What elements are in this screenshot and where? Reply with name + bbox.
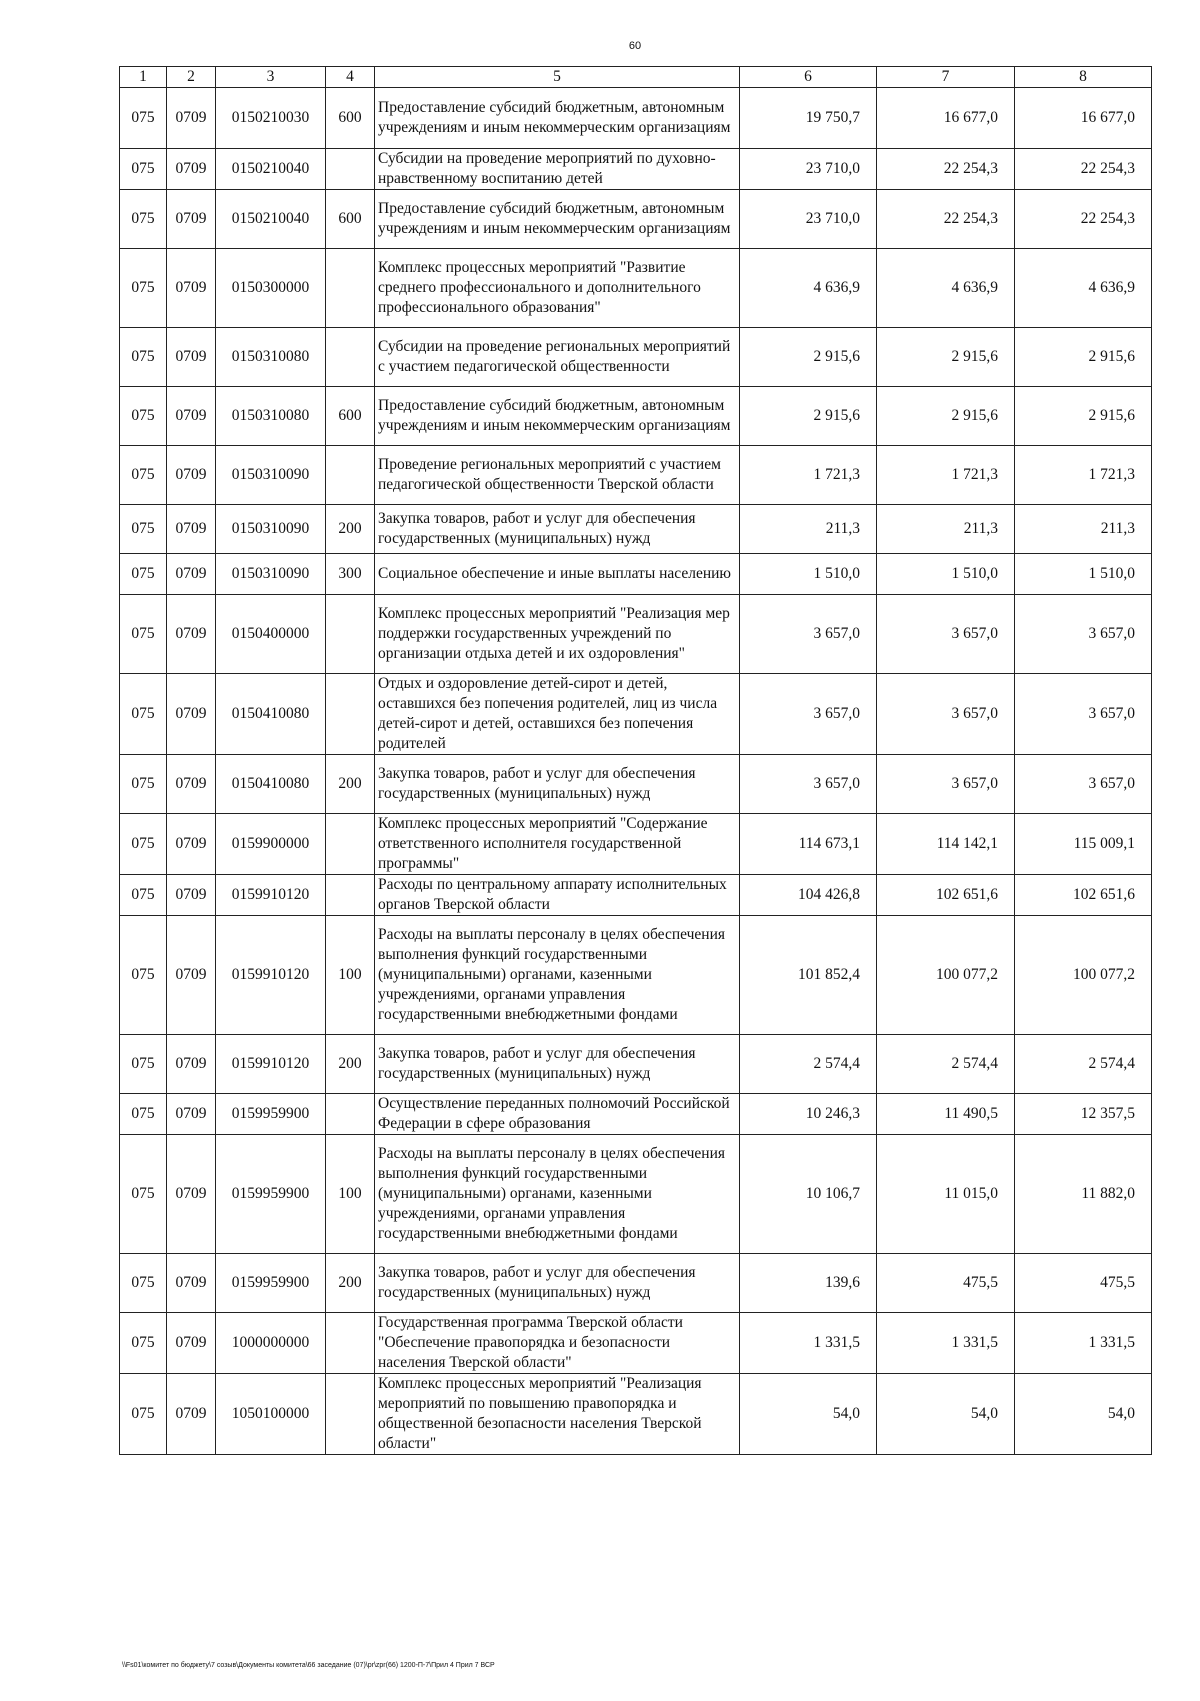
cell-col-4 <box>326 328 375 387</box>
cell-col-1: 075 <box>120 814 167 875</box>
cell-col-8: 3 657,0 <box>1015 755 1152 814</box>
cell-col-5: Государственная программа Тверской области "Обеспечение правопорядка и безопасности населения Тверской области" <box>375 1313 740 1374</box>
cell-col-7: 3 657,0 <box>877 674 1015 755</box>
cell-col-5: Комплекс процессных мероприятий "Реализация мероприятий по повышению правопорядка и общественной безопасности населения Тверской области" <box>375 1374 740 1455</box>
table-row <box>120 149 1152 190</box>
cell-col-1: 075 <box>120 249 167 328</box>
cell-col-5: Комплекс процессных мероприятий "Развитие среднего профессионального и дополнительного профессионального образования" <box>375 249 740 328</box>
cell-col-5: Осуществление переданных полномочий Российской Федерации в сфере образования <box>375 1094 740 1135</box>
cell-col-3: 0159910120 <box>216 916 326 1035</box>
cell-col-4 <box>326 595 375 674</box>
cell-col-4 <box>326 814 375 875</box>
cell-col-1: 075 <box>120 88 167 149</box>
cell-col-5: Проведение региональных мероприятий с участием педагогической общественности Тверской области <box>375 446 740 505</box>
cell-col-1: 075 <box>120 916 167 1035</box>
cell-col-3: 0150310080 <box>216 328 326 387</box>
cell-col-2: 0709 <box>167 875 216 916</box>
cell-col-8: 22 254,3 <box>1015 190 1152 249</box>
cell-col-1: 075 <box>120 595 167 674</box>
cell-col-8: 475,5 <box>1015 1254 1152 1313</box>
cell-col-6: 114 673,1 <box>740 814 877 875</box>
cell-col-1: 075 <box>120 1313 167 1374</box>
column-header-1: 1 <box>120 67 167 88</box>
cell-col-5: Предоставление субсидий бюджетным, автономным учреждениям и иным некоммерческим организациям <box>375 88 740 149</box>
cell-col-7: 4 636,9 <box>877 249 1015 328</box>
cell-col-6: 211,3 <box>740 505 877 554</box>
cell-col-7: 211,3 <box>877 505 1015 554</box>
budget-table <box>119 66 1152 1455</box>
table-row <box>120 505 1152 554</box>
cell-col-7: 22 254,3 <box>877 149 1015 190</box>
cell-col-7: 1 331,5 <box>877 1313 1015 1374</box>
column-header-7: 7 <box>877 67 1015 88</box>
cell-col-7: 114 142,1 <box>877 814 1015 875</box>
cell-col-2: 0709 <box>167 1135 216 1254</box>
cell-col-3: 0150310090 <box>216 505 326 554</box>
column-header-2: 2 <box>167 67 216 88</box>
cell-col-1: 075 <box>120 1094 167 1135</box>
cell-col-8: 1 331,5 <box>1015 1313 1152 1374</box>
cell-col-8: 22 254,3 <box>1015 149 1152 190</box>
column-header-6: 6 <box>740 67 877 88</box>
cell-col-8: 100 077,2 <box>1015 916 1152 1035</box>
cell-col-7: 475,5 <box>877 1254 1015 1313</box>
table-row <box>120 595 1152 674</box>
cell-col-4: 200 <box>326 755 375 814</box>
cell-col-8: 102 651,6 <box>1015 875 1152 916</box>
cell-col-2: 0709 <box>167 88 216 149</box>
cell-col-6: 23 710,0 <box>740 149 877 190</box>
cell-col-4 <box>326 1094 375 1135</box>
cell-col-4 <box>326 1374 375 1455</box>
cell-col-1: 075 <box>120 674 167 755</box>
cell-col-3: 0150300000 <box>216 249 326 328</box>
table-row <box>120 1135 1152 1254</box>
cell-col-1: 075 <box>120 1254 167 1313</box>
cell-col-3: 1000000000 <box>216 1313 326 1374</box>
cell-col-5: Субсидии на проведение региональных мероприятий с участием педагогической общественности <box>375 328 740 387</box>
cell-col-4: 300 <box>326 554 375 595</box>
cell-col-2: 0709 <box>167 814 216 875</box>
cell-col-1: 075 <box>120 554 167 595</box>
table-row <box>120 1313 1152 1374</box>
cell-col-7: 16 677,0 <box>877 88 1015 149</box>
cell-col-1: 075 <box>120 1035 167 1094</box>
page-number: 60 <box>628 40 642 52</box>
cell-col-2: 0709 <box>167 1254 216 1313</box>
cell-col-5: Субсидии на проведение мероприятий по духовно-нравственному воспитанию детей <box>375 149 740 190</box>
cell-col-5: Отдых и оздоровление детей-сирот и детей, оставшихся без попечения родителей, лиц из числа детей-сирот и детей, оставшихся без попечения родителей <box>375 674 740 755</box>
cell-col-2: 0709 <box>167 505 216 554</box>
cell-col-6: 2 915,6 <box>740 328 877 387</box>
cell-col-4: 200 <box>326 1035 375 1094</box>
cell-col-2: 0709 <box>167 1374 216 1455</box>
cell-col-7: 2 915,6 <box>877 387 1015 446</box>
cell-col-4 <box>326 1313 375 1374</box>
column-header-5: 5 <box>375 67 740 88</box>
cell-col-1: 075 <box>120 755 167 814</box>
cell-col-1: 075 <box>120 387 167 446</box>
table-row <box>120 1254 1152 1313</box>
cell-col-3: 0150410080 <box>216 755 326 814</box>
cell-col-6: 4 636,9 <box>740 249 877 328</box>
cell-col-2: 0709 <box>167 249 216 328</box>
table-row <box>120 916 1152 1035</box>
cell-col-5: Расходы на выплаты персоналу в целях обеспечения выполнения функций государственными (муниципальными) органами, казенными учреждениями, органами управления государственными внебюджетными фондами <box>375 1135 740 1254</box>
cell-col-4 <box>326 149 375 190</box>
cell-col-2: 0709 <box>167 1094 216 1135</box>
table-row <box>120 554 1152 595</box>
column-header-4: 4 <box>326 67 375 88</box>
cell-col-5: Социальное обеспечение и иные выплаты населению <box>375 554 740 595</box>
cell-col-5: Расходы по центральному аппарату исполнительных органов Тверской области <box>375 875 740 916</box>
cell-col-7: 3 657,0 <box>877 755 1015 814</box>
cell-col-2: 0709 <box>167 1313 216 1374</box>
cell-col-2: 0709 <box>167 190 216 249</box>
cell-col-5: Комплекс процессных мероприятий "Содержание ответственного исполнителя государственной программы" <box>375 814 740 875</box>
column-header-8: 8 <box>1015 67 1152 88</box>
cell-col-1: 075 <box>120 1135 167 1254</box>
cell-col-7: 2 574,4 <box>877 1035 1015 1094</box>
cell-col-5: Предоставление субсидий бюджетным, автономным учреждениям и иным некоммерческим организациям <box>375 387 740 446</box>
cell-col-8: 2 915,6 <box>1015 328 1152 387</box>
cell-col-7: 1 721,3 <box>877 446 1015 505</box>
cell-col-5: Закупка товаров, работ и услуг для обеспечения государственных (муниципальных) нужд <box>375 1254 740 1313</box>
cell-col-5: Закупка товаров, работ и услуг для обеспечения государственных (муниципальных) нужд <box>375 1035 740 1094</box>
cell-col-1: 075 <box>120 446 167 505</box>
cell-col-6: 23 710,0 <box>740 190 877 249</box>
cell-col-5: Закупка товаров, работ и услуг для обеспечения государственных (муниципальных) нужд <box>375 755 740 814</box>
cell-col-3: 0159959900 <box>216 1254 326 1313</box>
table-row <box>120 875 1152 916</box>
cell-col-4: 600 <box>326 190 375 249</box>
cell-col-4 <box>326 674 375 755</box>
cell-col-3: 0159910120 <box>216 875 326 916</box>
cell-col-1: 075 <box>120 505 167 554</box>
footer-file-path: \\Fs01\комитет по бюджету\7 созыв\Документы комитета\66 заседание (07)\pr\zpr(66) 1200-П-7\Прил 4 Прил 7 ВСР <box>122 1662 495 1669</box>
cell-col-2: 0709 <box>167 328 216 387</box>
cell-col-1: 075 <box>120 190 167 249</box>
cell-col-6: 3 657,0 <box>740 674 877 755</box>
table-row <box>120 1094 1152 1135</box>
cell-col-3: 0159900000 <box>216 814 326 875</box>
cell-col-8: 12 357,5 <box>1015 1094 1152 1135</box>
cell-col-7: 1 510,0 <box>877 554 1015 595</box>
cell-col-4 <box>326 249 375 328</box>
cell-col-3: 0159959900 <box>216 1094 326 1135</box>
cell-col-8: 115 009,1 <box>1015 814 1152 875</box>
table-row <box>120 328 1152 387</box>
cell-col-3: 0150410080 <box>216 674 326 755</box>
cell-col-7: 11 015,0 <box>877 1135 1015 1254</box>
cell-col-6: 10 246,3 <box>740 1094 877 1135</box>
cell-col-7: 3 657,0 <box>877 595 1015 674</box>
cell-col-3: 0150210040 <box>216 149 326 190</box>
cell-col-5: Расходы на выплаты персоналу в целях обеспечения выполнения функций государственными (муниципальными) органами, казенными учреждениями, органами управления государственными внебюджетными фондами <box>375 916 740 1035</box>
cell-col-4 <box>326 875 375 916</box>
cell-col-6: 54,0 <box>740 1374 877 1455</box>
cell-col-4: 200 <box>326 1254 375 1313</box>
cell-col-8: 211,3 <box>1015 505 1152 554</box>
cell-col-6: 1 721,3 <box>740 446 877 505</box>
cell-col-6: 101 852,4 <box>740 916 877 1035</box>
cell-col-5: Комплекс процессных мероприятий "Реализация мер поддержки государственных учреждений по организации отдыха детей и их оздоровления" <box>375 595 740 674</box>
cell-col-6: 1 331,5 <box>740 1313 877 1374</box>
cell-col-8: 2 574,4 <box>1015 1035 1152 1094</box>
cell-col-8: 1 510,0 <box>1015 554 1152 595</box>
cell-col-8: 3 657,0 <box>1015 595 1152 674</box>
cell-col-6: 2 574,4 <box>740 1035 877 1094</box>
cell-col-3: 0150210040 <box>216 190 326 249</box>
cell-col-7: 22 254,3 <box>877 190 1015 249</box>
cell-col-7: 2 915,6 <box>877 328 1015 387</box>
table-row <box>120 446 1152 505</box>
cell-col-2: 0709 <box>167 916 216 1035</box>
table-header-row <box>120 67 1152 88</box>
cell-col-8: 54,0 <box>1015 1374 1152 1455</box>
cell-col-4 <box>326 446 375 505</box>
cell-col-7: 102 651,6 <box>877 875 1015 916</box>
cell-col-4: 600 <box>326 387 375 446</box>
table-row <box>120 1374 1152 1455</box>
cell-col-2: 0709 <box>167 674 216 755</box>
cell-col-2: 0709 <box>167 554 216 595</box>
cell-col-2: 0709 <box>167 595 216 674</box>
cell-col-1: 075 <box>120 328 167 387</box>
cell-col-8: 1 721,3 <box>1015 446 1152 505</box>
cell-col-8: 4 636,9 <box>1015 249 1152 328</box>
cell-col-3: 0150210030 <box>216 88 326 149</box>
budget-table-container <box>119 66 1151 1455</box>
cell-col-3: 0150310090 <box>216 446 326 505</box>
cell-col-4: 100 <box>326 1135 375 1254</box>
cell-col-8: 16 677,0 <box>1015 88 1152 149</box>
cell-col-5: Предоставление субсидий бюджетным, автономным учреждениям и иным некоммерческим организациям <box>375 190 740 249</box>
cell-col-4: 600 <box>326 88 375 149</box>
table-row <box>120 674 1152 755</box>
cell-col-6: 19 750,7 <box>740 88 877 149</box>
cell-col-3: 1050100000 <box>216 1374 326 1455</box>
cell-col-3: 0150310080 <box>216 387 326 446</box>
cell-col-4: 200 <box>326 505 375 554</box>
cell-col-8: 11 882,0 <box>1015 1135 1152 1254</box>
cell-col-6: 3 657,0 <box>740 755 877 814</box>
cell-col-6: 2 915,6 <box>740 387 877 446</box>
cell-col-3: 0159959900 <box>216 1135 326 1254</box>
table-row <box>120 755 1152 814</box>
table-row <box>120 88 1152 149</box>
cell-col-1: 075 <box>120 1374 167 1455</box>
table-row <box>120 387 1152 446</box>
cell-col-6: 139,6 <box>740 1254 877 1313</box>
cell-col-2: 0709 <box>167 446 216 505</box>
cell-col-4: 100 <box>326 916 375 1035</box>
cell-col-6: 3 657,0 <box>740 595 877 674</box>
cell-col-6: 104 426,8 <box>740 875 877 916</box>
cell-col-7: 100 077,2 <box>877 916 1015 1035</box>
column-header-3: 3 <box>216 67 326 88</box>
cell-col-6: 1 510,0 <box>740 554 877 595</box>
cell-col-8: 3 657,0 <box>1015 674 1152 755</box>
table-row <box>120 249 1152 328</box>
cell-col-3: 0159910120 <box>216 1035 326 1094</box>
cell-col-3: 0150310090 <box>216 554 326 595</box>
cell-col-8: 2 915,6 <box>1015 387 1152 446</box>
cell-col-7: 54,0 <box>877 1374 1015 1455</box>
cell-col-2: 0709 <box>167 149 216 190</box>
cell-col-2: 0709 <box>167 1035 216 1094</box>
cell-col-7: 11 490,5 <box>877 1094 1015 1135</box>
table-row <box>120 1035 1152 1094</box>
table-row <box>120 190 1152 249</box>
table-row <box>120 814 1152 875</box>
cell-col-5: Закупка товаров, работ и услуг для обеспечения государственных (муниципальных) нужд <box>375 505 740 554</box>
cell-col-1: 075 <box>120 875 167 916</box>
cell-col-3: 0150400000 <box>216 595 326 674</box>
table-body <box>120 88 1152 1455</box>
cell-col-6: 10 106,7 <box>740 1135 877 1254</box>
cell-col-1: 075 <box>120 149 167 190</box>
cell-col-2: 0709 <box>167 755 216 814</box>
cell-col-2: 0709 <box>167 387 216 446</box>
